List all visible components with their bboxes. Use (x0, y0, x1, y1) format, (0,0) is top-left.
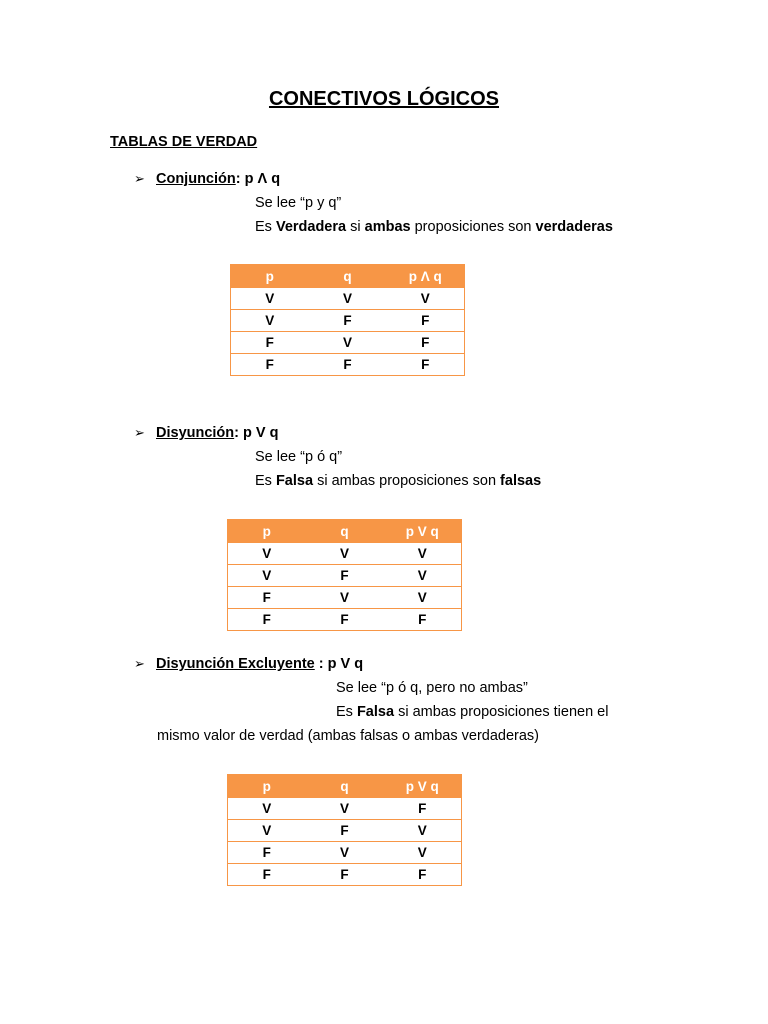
table-cell: F (228, 609, 306, 631)
column-header: p (231, 265, 309, 288)
table-cell: V (228, 820, 306, 842)
truth-table-disyuncion (227, 519, 462, 631)
table-cell: V (306, 842, 384, 864)
table-cell: V (306, 587, 384, 609)
rule-line (336, 704, 608, 720)
bold-text-run: Falsa (356, 704, 395, 720)
section-heading: Disyunción (156, 425, 235, 441)
table-row (228, 565, 462, 587)
truth-table-disyuncion-excluyente (227, 774, 462, 886)
column-header: p V q (384, 520, 462, 543)
heading-separator: : (235, 171, 245, 187)
table-cell: F (387, 354, 465, 376)
text-run: Es (336, 704, 357, 720)
table-row (228, 543, 462, 565)
table-cell: F (384, 798, 462, 820)
bullet-conjuncion (134, 171, 280, 187)
table-header-row (231, 265, 465, 288)
table-row (231, 288, 465, 310)
table-row (228, 587, 462, 609)
page-title: CONECTIVOS LÓGICOS (268, 88, 500, 110)
text-run: proposiciones son (410, 219, 536, 235)
table-cell: F (309, 310, 387, 332)
table-row (228, 798, 462, 820)
table-cell: F (231, 332, 309, 354)
table-row (228, 820, 462, 842)
bold-text-run: Verdadera (275, 219, 347, 235)
table-cell: V (384, 820, 462, 842)
table-cell: F (228, 864, 306, 886)
text-run: Es (255, 473, 276, 489)
table-cell: V (228, 543, 306, 565)
table-cell: V (231, 288, 309, 310)
column-header: q (306, 775, 384, 798)
table-cell: F (306, 565, 384, 587)
table-cell: F (231, 354, 309, 376)
table-cell: V (231, 310, 309, 332)
section-formula: p V q (327, 656, 364, 672)
column-header: p Λ q (387, 265, 465, 288)
table-cell: V (306, 798, 384, 820)
table-cell: V (387, 288, 465, 310)
table-row (228, 864, 462, 886)
table-row (231, 310, 465, 332)
column-header: q (309, 265, 387, 288)
table-cell: V (228, 798, 306, 820)
table-header-row (228, 775, 462, 798)
section-formula: p Λ q (244, 171, 281, 187)
read-as-line: Se lee “p ó q, pero no ambas” (336, 680, 528, 696)
table-cell: F (384, 864, 462, 886)
rule-line (255, 219, 613, 235)
bullet-disyuncion (134, 425, 278, 441)
table-cell: V (384, 587, 462, 609)
table-cell: F (306, 820, 384, 842)
arrow-bullet-icon: ➢ (134, 425, 145, 440)
table-cell: F (228, 842, 306, 864)
table-cell: F (306, 864, 384, 886)
table-cell: V (309, 332, 387, 354)
text-run: si ambas proposiciones tienen el (394, 704, 609, 720)
table-cell: F (306, 609, 384, 631)
table-cell: V (384, 842, 462, 864)
bold-text-run: falsas (500, 473, 542, 489)
table-cell: V (384, 565, 462, 587)
text-run: si ambas proposiciones son (313, 473, 501, 489)
table-row (228, 842, 462, 864)
table-row (231, 354, 465, 376)
table-cell: F (309, 354, 387, 376)
text-run: Es (255, 219, 276, 235)
column-header: p V q (384, 775, 462, 798)
arrow-bullet-icon: ➢ (134, 656, 145, 671)
section-formula: p V q (243, 425, 279, 441)
table-header-row (228, 520, 462, 543)
table-cell: V (384, 543, 462, 565)
table-cell: F (228, 587, 306, 609)
section-heading: Disyunción Excluyente (156, 656, 315, 672)
read-as-line: Se lee “p ó q” (255, 449, 343, 465)
table-row (228, 609, 462, 631)
table-row (231, 332, 465, 354)
arrow-bullet-icon: ➢ (134, 171, 145, 186)
bold-text-run: verdaderas (535, 219, 613, 235)
heading-separator: : (234, 425, 244, 441)
read-as-line: Se lee “p y q” (255, 195, 342, 211)
table-cell: V (306, 543, 384, 565)
truth-table-conjuncion (230, 264, 465, 376)
table-cell: V (309, 288, 387, 310)
table-cell: F (387, 310, 465, 332)
rule-line-continued: mismo valor de verdad (ambas falsas o ambas verdaderas) (157, 728, 539, 744)
rule-line (255, 473, 541, 489)
section-subtitle: TABLAS DE VERDAD (110, 134, 258, 150)
column-header: p (228, 775, 306, 798)
column-header: q (306, 520, 384, 543)
bold-text-run: Falsa (275, 473, 314, 489)
bold-text-run: ambas (364, 219, 411, 235)
table-cell: F (384, 609, 462, 631)
bullet-disyuncion-excluyente (134, 656, 363, 672)
column-header: p (228, 520, 306, 543)
table-cell: F (387, 332, 465, 354)
section-heading: Conjunción (156, 171, 236, 187)
table-cell: V (228, 565, 306, 587)
text-run: si (346, 219, 365, 235)
heading-separator: : (314, 656, 328, 672)
